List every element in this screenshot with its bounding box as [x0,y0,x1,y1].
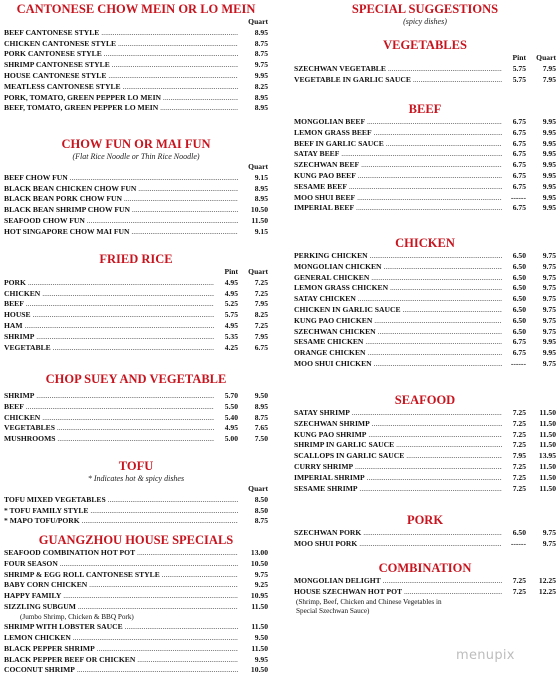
pint-price: 7.25 [512,483,526,493]
item-name: MOO SHUI PORK ..... [294,539,502,550]
price-header: Quart [248,484,268,493]
menu-item [4,184,268,195]
quart-price: 8.95 [254,401,268,411]
section-beef [294,102,556,214]
item-name: MOO SHUI CHICKEN ..... [294,359,502,370]
pint-price: 5.00 [224,434,238,444]
item-name: VEGETABLE ..... [4,343,214,354]
menu-item [294,149,556,160]
section-title: FRIED RICE [99,252,173,266]
menu-item [4,173,268,184]
menu-item [294,283,556,294]
menu-item [294,117,556,128]
item-name: SZECHWAN VEGETABLE ..... [294,64,502,75]
section-title: TOFU [118,459,154,473]
menu-item [4,299,268,310]
quart-price: 7.25 [254,288,268,298]
section-chop-suey [4,372,268,445]
quart-price: 9.95 [542,203,556,213]
item-name: HOUSE ..... [4,310,214,321]
quart-price: 11.50 [539,408,556,417]
quart-price: 6.75 [254,342,268,352]
quart-price: 12.25 [538,576,556,585]
item-name: BLACK BEAN CHICKEN CHOW FUN ..... [4,184,238,195]
item-name: BEEF ..... [4,402,214,413]
menu-item [294,251,556,262]
menu-item: SEAFOOD COMBINATION HOT POT ..... 13.00 [4,548,268,559]
quart-price: 8.75 [254,38,268,48]
item-name: KUNG PAO SHRIMP ..... [294,430,502,441]
quart-price: 9.75 [542,294,556,304]
section-title: CANTONESE CHOW MEIN OR LO MEIN [16,2,256,16]
quart-price: 11.50 [539,440,556,450]
pint-price: 5.40 [224,412,238,422]
quart-price: 10.50 [250,205,268,215]
menu-item [294,305,556,316]
item-name: VEGETABLES ..... [4,423,214,434]
item-name: GENERAL CHICKEN ..... [294,273,502,284]
price-header: Pint Quart [224,267,268,276]
menu-item [294,294,556,305]
item-list [294,528,556,550]
quart-price: 9.95 [542,337,556,347]
item-name: MONGOLIAN DELIGHT ..... [294,576,502,587]
menu-item [294,171,556,182]
menu-item [4,321,268,332]
item-name: KUNG PAO CHICKEN ..... [294,316,502,327]
section-tofu [4,459,268,527]
quart-price: 9.95 [542,348,556,358]
section-title: PORK [406,513,444,527]
pint-price: 7.25 [512,418,526,428]
pint-price: ------ [510,192,526,202]
item-name: KUNG PAO BEEF ..... [294,171,502,182]
item-list [294,64,556,86]
quart-price: 9.75 [542,538,556,548]
item-name: BLACK BEAN SHRIMP CHOW FUN ..... [4,205,238,216]
menu-item: LEMON CHICKEN ..... 9.50 [4,633,268,644]
menu-item [294,262,556,273]
quart-price: 9.75 [542,304,556,314]
menu-item [4,289,268,300]
item-list [4,278,268,354]
quart-price: 7.95 [254,299,268,309]
item-name: MONGOLIAN CHICKEN ..... [294,262,502,273]
menu-item [294,484,556,495]
menu-item: SIZZLING SUBGUM ..... 11.50 [4,602,268,613]
price-header: Quart [248,162,268,171]
menu-item [294,273,556,284]
item-list [4,173,268,238]
item-name: BEEF, TOMATO, GREEN PEPPER LO MEIN ..... [4,103,238,114]
quart-price: 9.95 [542,192,556,202]
item-name: SHRIMP ..... [4,332,214,343]
watermark: menupix [456,648,515,663]
menu-item [294,128,556,139]
menu-item [294,348,556,359]
item-name: PORK, TOMATO, GREEN PEPPER LO MEIN ..... [4,93,238,104]
item-name: LEMON GRASS BEEF ..... [294,128,502,139]
pint-price: 6.50 [512,315,526,325]
pint-price: 5.50 [224,401,238,411]
pint-price: 6.50 [512,528,526,537]
item-name: HOUSE CANTONESE STYLE ..... [4,71,238,82]
item-list [294,576,556,598]
item-name: SHRIMP IN GARLIC SAUCE ..... [294,440,502,451]
pint-price: 4.95 [224,288,238,298]
section-combination [294,561,556,617]
pint-price: 6.75 [512,117,526,126]
menu-item [294,316,556,327]
menu-item [294,539,556,550]
item-name: CHICKEN ..... [4,413,214,424]
quart-price: 8.75 [254,412,268,422]
menu-item [4,103,268,114]
pint-price: 6.75 [512,149,526,159]
menu-item [4,278,268,289]
section-pork [294,513,556,550]
item-name: PORK CANTONESE STYLE ..... [4,49,238,60]
section-title: BEEF [408,102,442,116]
quart-price: 9.95 [542,181,556,191]
pint-price: 6.50 [512,272,526,282]
menu-item [294,419,556,430]
menu-item [4,60,268,71]
quart-price: 8.95 [254,92,268,102]
pint-price: 6.50 [512,326,526,336]
price-header: Pint Quart [512,53,556,62]
pint-price: 6.75 [512,203,526,213]
item-name: SESAME SHRIMP ..... [294,484,502,495]
quart-price: 8.50 [254,494,268,504]
section-subtitle: (spicy dishes) [403,17,447,26]
item-name: SZECHWAN PORK ..... [294,528,502,539]
pint-price: 6.75 [512,160,526,170]
quart-price: 7.95 [254,331,268,341]
section-title: CHOW FUN OR MAI FUN [61,137,211,151]
menu-item [294,576,556,587]
menu-item [4,332,268,343]
quart-price: 7.95 [542,74,556,84]
menu-item [4,495,268,506]
item-name: MUSHROOMS ..... [4,434,214,445]
menu-item: FOUR SEASON ..... 10.50 [4,559,268,570]
item-name: ORANGE CHICKEN ..... [294,348,502,359]
quart-price: 11.50 [539,483,556,493]
quart-price: 8.25 [254,310,268,320]
quart-price: 9.75 [254,60,268,70]
pint-price: 6.50 [512,283,526,293]
quart-price: 8.75 [254,49,268,59]
item-name: MONGOLIAN BEEF ..... [294,117,502,128]
item-name: CURRY SHRIMP ..... [294,462,502,473]
quart-price: 9.15 [254,226,268,236]
menu-item [4,402,268,413]
item-list [294,251,556,370]
menu-item [4,194,268,205]
section-title: VEGETABLES [383,38,467,52]
menu-item [294,139,556,150]
pint-price: ------ [510,538,526,548]
quart-price: 8.95 [254,183,268,193]
item-name: HOT SINGAPORE CHOW MAI FUN ..... [4,227,238,238]
quart-price: 9.15 [254,172,268,182]
section-title: CHOP SUEY AND VEGETABLE [45,372,227,386]
quart-price: 9.75 [542,251,556,260]
pint-price: 7.25 [512,461,526,471]
item-name: SHRIMP CANTONESE STYLE ..... [4,60,238,71]
pint-price: 5.75 [512,74,526,84]
item-name: SATAY SHRIMP ..... [294,408,502,419]
quart-price: 9.95 [542,160,556,170]
pint-price: 7.95 [512,451,526,461]
section-subtitle: * Indicates hot & spicy dishes [87,474,185,483]
item-name: TOFU MIXED VEGETABLES ..... [4,495,238,506]
menu-item: HAPPY FAMILY ..... 10.95 [4,591,268,602]
quart-price: 9.75 [542,326,556,336]
quart-price: 9.50 [254,391,268,400]
pint-price: 5.25 [224,299,238,309]
quart-price: 8.95 [254,103,268,113]
item-list [4,495,268,527]
menu-item [4,413,268,424]
section-special-suggestions [294,2,556,27]
item-name: IMPERIAL BEEF ..... [294,203,502,214]
menu-item [294,528,556,539]
pint-price: 6.50 [512,294,526,304]
pint-price: 6.50 [512,304,526,314]
menu-item [4,39,268,50]
quart-price: 9.75 [542,528,556,537]
menu-item [294,75,556,86]
quart-price: 9.95 [542,170,556,180]
quart-price: 9.95 [254,70,268,80]
quart-price: 7.65 [254,423,268,433]
item-name: LEMON GRASS CHICKEN ..... [294,283,502,294]
pint-price: 6.75 [512,138,526,148]
item-name: SCALLOPS IN GARLIC SAUCE ..... [294,451,502,462]
item-name: HAM ..... [4,321,214,332]
item-name: * TOFU FAMILY STYLE ..... [4,506,238,517]
quart-price: 13.95 [538,451,556,461]
quart-price: 7.95 [542,63,556,73]
item-name: BEEF IN GARLIC SAUCE ..... [294,139,502,150]
item-name: SESAME CHICKEN ..... [294,337,502,348]
quart-price: 11.50 [539,472,556,482]
menu-item: SHRIMP WITH LOBSTER SAUCE ..... 11.50 [4,622,268,633]
quart-price: 7.50 [254,434,268,444]
pint-price: 7.25 [512,576,526,585]
item-name: SZECHWAN CHICKEN ..... [294,327,502,338]
menu-item [294,462,556,473]
menu-item [4,516,268,527]
quart-price: 9.95 [542,127,556,137]
menu-item: SHRIMP & EGG ROLL CANTONESE STYLE ..... 9.75 [4,570,268,581]
item-name: MOO SHUI BEEF ..... [294,193,502,204]
item-list [294,117,556,214]
quart-price: 11.50 [251,215,268,225]
menu-item: BLACK PEPPER BEEF OR CHICKEN ..... 9.95 [4,655,268,666]
item-name: SHRIMP ..... [4,391,214,402]
pint-price: 6.75 [512,348,526,358]
quart-price: 8.95 [254,27,268,37]
quart-price: 9.95 [542,138,556,148]
section-seafood [294,393,556,494]
menu-item [294,359,556,370]
item-name: BEEF CHOW FUN ..... [4,173,238,184]
quart-price: 7.25 [254,277,268,287]
menu-item: BLACK PEPPER SHRIMP ..... 11.50 [4,644,268,655]
menu-item [294,337,556,348]
pint-price: 5.35 [224,331,238,341]
quart-price: 9.75 [542,358,556,368]
menu-item [294,440,556,451]
quart-price: 9.95 [542,149,556,159]
pint-price: 6.50 [512,251,526,260]
menu-item [4,205,268,216]
menu-item [4,216,268,227]
pint-price: 4.95 [224,277,238,287]
item-note: (Shrimp, Beef, Chicken and Chinese Vegetables in [296,597,442,606]
pint-price: 6.75 [512,337,526,347]
quart-price: 8.25 [254,81,268,91]
section-subtitle: (Flat Rice Noodle or Thin Rice Noodle) [72,152,200,161]
item-name: SATAY BEEF ..... [294,149,502,160]
quart-price: 9.75 [542,261,556,271]
pint-price: 5.70 [224,391,238,400]
item-name: PORK ..... [4,278,214,289]
item-name: CHICKEN ..... [4,289,214,300]
menu-item [294,327,556,338]
pint-price: 6.75 [512,170,526,180]
item-name: SZECHWAN BEEF ..... [294,160,502,171]
item-name: SATAY CHICKEN ..... [294,294,502,305]
price-header: Quart [248,17,268,26]
quart-price: 9.75 [542,315,556,325]
menu-item [294,430,556,441]
item-list [4,391,268,445]
menu-item [294,182,556,193]
menu-item [4,310,268,321]
menu-item [294,203,556,214]
item-name: * MAPO TOFU/PORK ..... [4,516,238,527]
section-title: SEAFOOD [394,393,456,407]
menu-item [4,28,268,39]
item-name: BEEF ..... [4,299,214,310]
menu-item [294,473,556,484]
item-note: (Jumbo Shrimp, Chicken & BBQ Pork) [20,612,134,621]
section-chicken [294,236,556,370]
item-note: Special Szechwan Sauce) [296,607,370,616]
menu-item [294,408,556,419]
menu-item [4,71,268,82]
pint-price: 4.95 [224,320,238,330]
section-vegetables [294,38,556,85]
pint-price: 7.25 [512,440,526,450]
menu-item [4,93,268,104]
section-title: GUANGZHOU HOUSE SPECIALS [38,533,234,547]
quart-price: 12.25 [538,586,556,596]
item-name: SZECHWAN SHRIMP ..... [294,419,502,430]
item-name: HOUSE SZECHWAN HOT POT ..... [294,587,502,598]
quart-price: 8.75 [254,516,268,526]
pint-price: 7.25 [512,429,526,439]
pint-price: ------ [510,358,526,368]
item-name: SESAME BEEF ..... [294,182,502,193]
quart-price: 8.95 [254,194,268,204]
section-cantonese [4,2,268,114]
menu-item [4,82,268,93]
item-list [294,408,556,494]
item-name: MEATLESS CANTONESE STYLE ..... [4,82,238,93]
pint-price: 7.25 [512,408,526,417]
section-title: COMBINATION [378,561,472,575]
pint-price: 6.50 [512,261,526,271]
menu-item [4,423,268,434]
menu-item [4,391,268,402]
pint-price: 4.95 [224,423,238,433]
pint-price: 5.75 [224,310,238,320]
item-name: CHICKEN CANTONESE STYLE ..... [4,39,238,50]
pint-price: 6.75 [512,127,526,137]
menu-item [4,343,268,354]
item-name: PERKING CHICKEN ..... [294,251,502,262]
quart-price: 8.50 [254,505,268,515]
section-guangzhou-specials [4,533,268,676]
quart-price: 11.50 [539,429,556,439]
quart-price: 9.75 [542,283,556,293]
menu-item: COCONUT SHRIMP ..... 10.50 [4,665,268,676]
quart-price: 7.25 [254,320,268,330]
section-chow-fun [4,137,268,238]
item-name: IMPERIAL SHRIMP ..... [294,473,502,484]
item-name: BEEF CANTONESE STYLE ..... [4,28,238,39]
quart-price: 9.95 [542,117,556,126]
menu-item [294,64,556,75]
menu-item [4,434,268,445]
menu-item [4,506,268,517]
section-title: SPECIAL SUGGESTIONS [351,2,499,16]
item-list [4,28,268,114]
menu-item: BABY CORN CHICKEN ..... 9.25 [4,580,268,591]
item-name: VEGETABLE IN GARLIC SAUCE ..... [294,75,502,86]
menu-item [294,160,556,171]
section-title: CHICKEN [395,236,455,250]
menu-item [294,193,556,204]
section-fried-rice [4,252,268,353]
menu-item [4,227,268,238]
item-name: CHICKEN IN GARLIC SAUCE ..... [294,305,502,316]
pint-price: 7.25 [512,586,526,596]
menu-item [4,49,268,60]
menu-item [294,451,556,462]
pint-price: 4.25 [224,342,238,352]
pint-price: 7.25 [512,472,526,482]
pint-price: 6.75 [512,181,526,191]
quart-price: 11.50 [539,418,556,428]
quart-price: 9.75 [542,272,556,282]
item-name: SEAFOOD CHOW FUN ..... [4,216,238,227]
pint-price: 5.75 [512,63,526,73]
item-name: BLACK BEAN PORK CHOW FUN ..... [4,194,238,205]
menu-item [294,587,556,598]
quart-price: 11.50 [539,461,556,471]
